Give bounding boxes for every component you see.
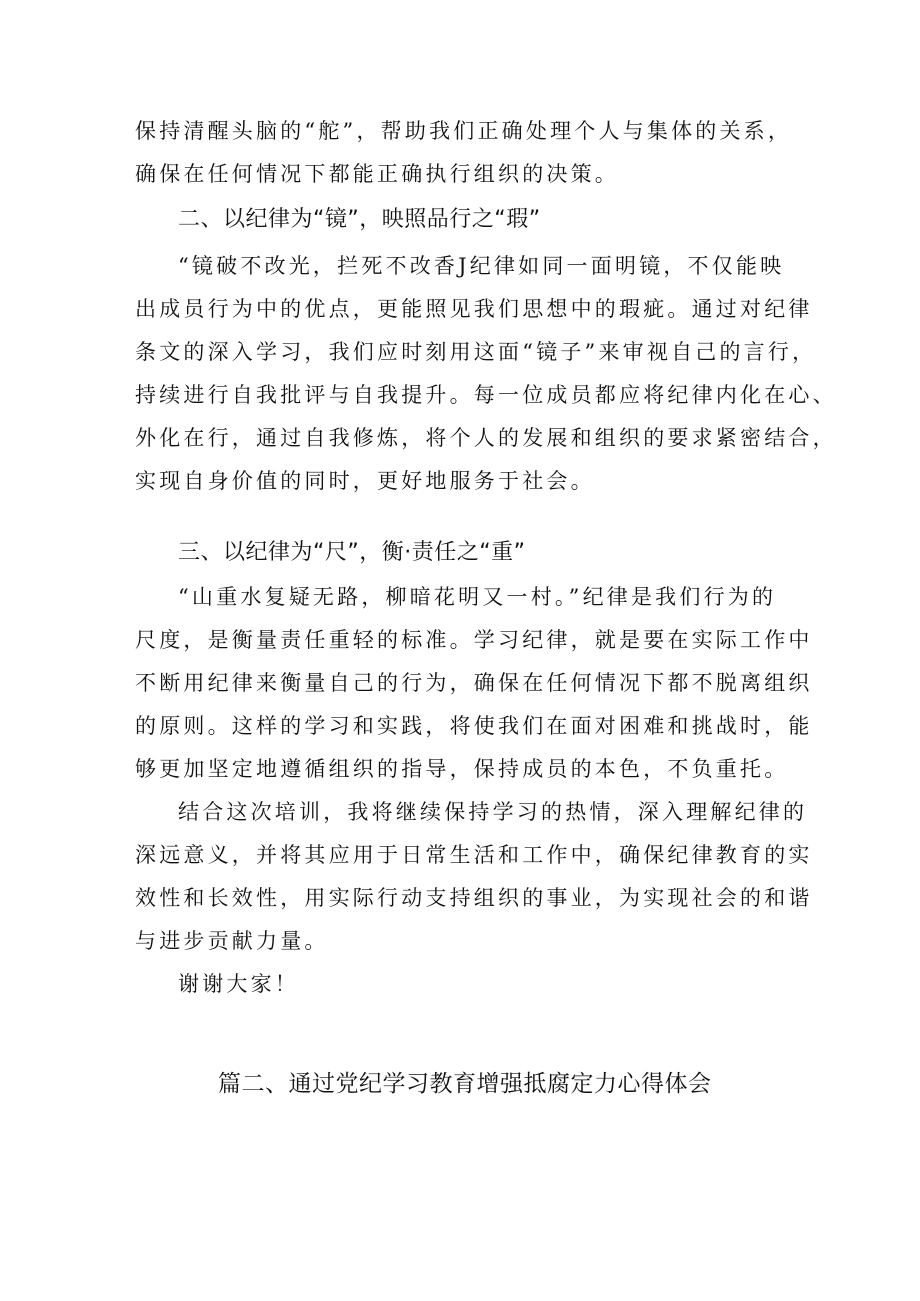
intro-line-1: 保持清醒头脑的“舵”，帮助我们正确处理个人与集体的关系， — [135, 119, 793, 143]
next-article-title: 篇二、通过党纪学习教育增强抵腐定力心得体会 — [218, 1071, 712, 1097]
conclusion-line-1: 结合这次培训，我将继续保持学习的热情，深入理解纪律的 — [178, 800, 808, 824]
section3-line-1: “山重水复疑无路，柳暗花明又一村。”纪律是我们行为的 — [178, 585, 777, 609]
conclusion-line-2: 深远意义，并将其应用于日常生活和工作中，确保纪律教育的实 — [135, 843, 813, 867]
intro-line-2: 确保在任何情况下都能正确执行组织的决策。 — [135, 162, 619, 186]
section2-line-1: “镜破不改光，拦死不改香J纪律如同一面明镜，不仅能映 — [178, 254, 785, 278]
conclusion-line-4: 与进步贡献力量。 — [135, 929, 329, 953]
section3-line-2: 尺度，是衡量责任重轻的标准。学习纪律，就是要在实际工作中 — [135, 628, 813, 652]
conclusion-line-3: 效性和长效性，用实际行动支持组织的事业，为实现社会的和谐 — [135, 886, 813, 910]
section3-line-4: 的原则。这样的学习和实践，将使我们在面对困难和挑战时，能 — [135, 714, 813, 738]
section2-line-4: 持续进行自我批评与自我提升。每一位成员都应将纪律内化在心、 — [135, 383, 837, 407]
section2-heading: 二、以纪律为“镜”，映照品行之“瑕” — [178, 207, 541, 232]
section3-line-3: 不断用纪律来衡量自己的行为，确保在任何情况下都不脱离组织 — [135, 671, 813, 695]
section3-line-5: 够更加坚定地遵循组织的指导，保持成员的本色，不负重托。 — [135, 757, 789, 781]
section2-line-2: 出成员行为中的优点，更能照见我们思想中的瑕疵。通过对纪律 — [135, 297, 813, 321]
closing-text: 谢谢大家！ — [178, 972, 299, 996]
section2-line-3: 条文的深入学习，我们应时刻用这面“镜子”来审视自己的言行， — [135, 340, 817, 364]
section3-heading: 三、以纪律为“尺”，衡·责任之“重” — [178, 540, 526, 565]
section2-line-5: 外化在行，通过自我修炼，将个人的发展和组织的要求紧密结合， — [135, 426, 837, 450]
section2-line-6: 实现自身价值的同时，更好地服务于社会。 — [135, 469, 595, 493]
